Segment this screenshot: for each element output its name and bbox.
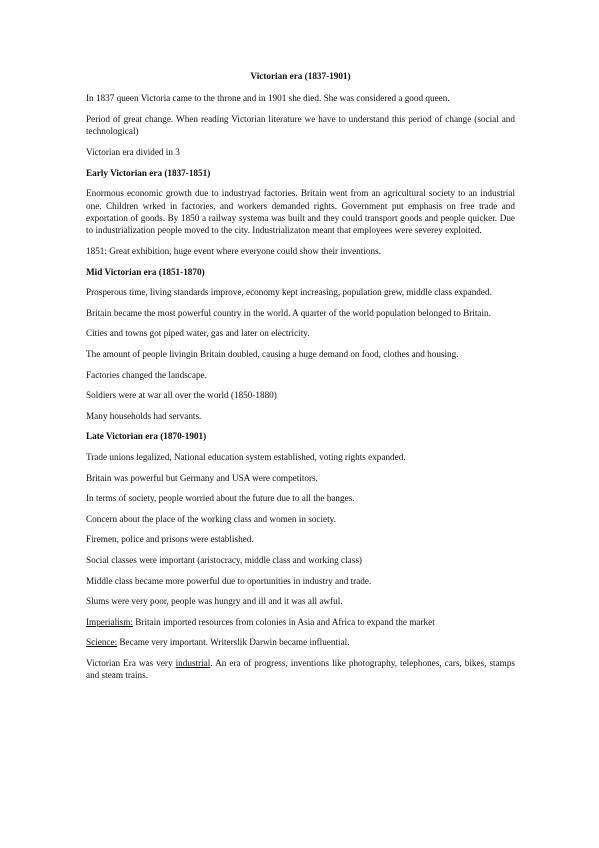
industrial-text-before: Victorian Era was very (86, 657, 176, 668)
mid-era-paragraph-7: Many households had servants. (86, 410, 202, 421)
late-era-paragraph-3: In terms of society, people worried about the future due to all the hanges. (86, 493, 355, 504)
early-era-paragraph-2: 1851: Great exhibition, huge event where everyone could show their inventions. (86, 246, 381, 256)
mid-era-paragraph-1: Prosperous time, living standards improve, economy kept increasing, population grew, middle class expanded. (86, 287, 492, 298)
late-era-heading: Late Victorian era (1870-1901) (86, 431, 207, 442)
document-title: Victorian era (1837-1901) (250, 71, 351, 81)
imperialism-label: Imperialism: (86, 616, 133, 627)
mid-era-paragraph-5: Factories changed the landscape. (86, 369, 207, 380)
science-label: Science: (86, 637, 118, 648)
late-era-paragraph-7: Middle class became more powerful due to oportunities in industry and trade. (86, 575, 372, 586)
late-era-paragraph-5: Firemen, police and prisons were established. (86, 534, 254, 545)
late-era-paragraph-2: Britain was powerful but Germany and USA were competitors. (86, 472, 318, 483)
industrial-paragraph (86, 657, 515, 682)
late-era-paragraph-6: Social classes were important (aristocracy, middle class and working class) (86, 554, 362, 565)
late-era-paragraph-8: Slums were very poor, people was hungry and ill and it was all awful. (86, 596, 343, 607)
late-era-paragraph-1: Trade unions legalized, National education system established, voting rights expanded. (86, 451, 406, 462)
mid-era-paragraph-4: The amount of people livingin Britain doubled, causing a huge demand on food, clothes and housing. (86, 348, 459, 359)
document-page (86, 70, 515, 690)
intro-paragraph-1: In 1837 queen Victoria came to the throne and in 1901 she died. She was considered a good queen. (86, 93, 450, 104)
mid-era-paragraph-3: Cities and towns got piped water, gas and later on electricity. (86, 328, 310, 339)
late-era-paragraph-4: Concern about the place of the working class and women in society. (86, 513, 336, 524)
early-era-heading: Early Victorian era (1837-1851) (86, 167, 211, 178)
science-text: Became very important. Writerslik Darwin became influential. (117, 637, 350, 648)
industrial-text-after: . An era of progress, inventions like photography, telephones, cars, bikes, stamps and steam trains. (86, 657, 515, 681)
industrial-label: industrial (175, 657, 211, 668)
mid-era-paragraph-2: Britain became the most powerful country in the world. A quarter of the world population belonged to Britain. (86, 307, 491, 318)
mid-era-paragraph-6: Soldiers were at war all over the world (1850-1880) (86, 390, 277, 401)
imperialism-text: Britain imported resources from colonies in Asia and Africa to expand the market (132, 616, 435, 627)
early-era-paragraph-1: Enormous economic growth due to industryad factories. Britain went from an agricultural society to an industrial one. Children wrked in factories, and workers demanded rights. Government put emphasis on free trade and exportation of goods. By 1850 a railway systema was built and they could transport goods and people quicker. Due to industrialization people moved to the city. Industrializaton meant that employees were severey exploited. (86, 188, 515, 236)
mid-era-heading: Mid Victorian era (1851-1870) (86, 266, 205, 277)
intro-paragraph-3: Victorian era divided in 3 (86, 147, 180, 157)
science-paragraph (86, 636, 515, 648)
imperialism-paragraph (86, 616, 515, 628)
intro-paragraph-2: Period of great change. When reading Victorian literature we have to understand this period of change (social and technological) (86, 114, 515, 137)
